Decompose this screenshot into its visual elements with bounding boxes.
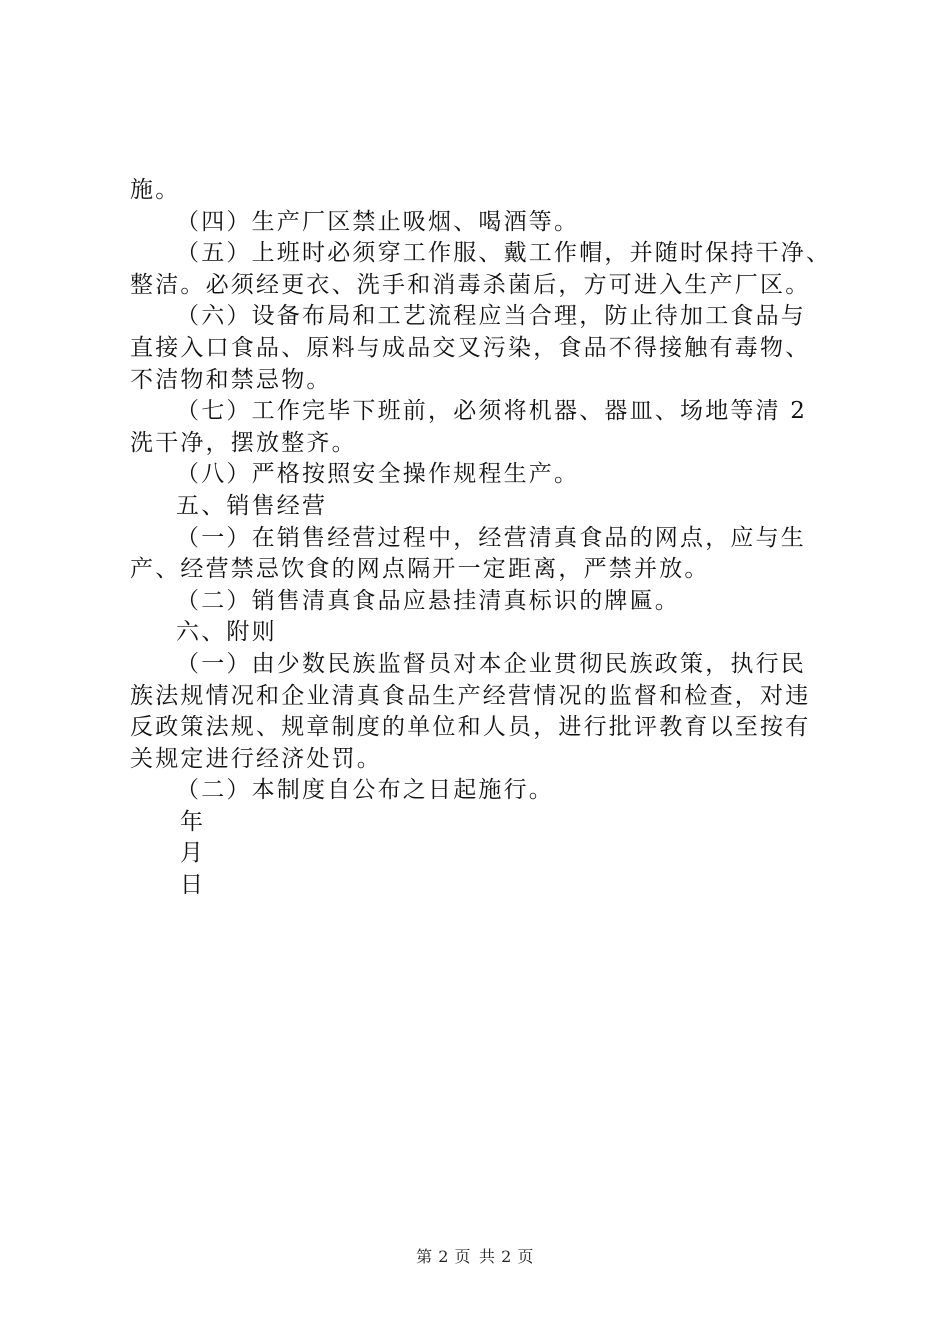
text-line: 产、经营禁忌饮食的网点隔开一定距离，严禁并放。 [130,556,710,583]
date-year: 年 [180,808,206,835]
text-line: 整洁。必须经更衣、洗手和消毒杀菌后，方可进入生产厂区。 [130,271,811,298]
page-total: 共 2 页 [479,1247,534,1266]
text-line: （一）在销售经营过程中，经营清真食品的网点，应与生 [176,524,806,551]
text-line: （四）生产厂区禁止吸烟、喝酒等。 [176,208,580,235]
date-day: 日 [180,872,206,899]
text-line: （五）上班时必须穿工作服、戴工作帽，并随时保持干净、 [176,240,832,267]
document-body [130,175,840,902]
text-line: 反政策法规、规章制度的单位和人员，进行批评教育以至按有 [130,714,811,741]
section-heading: 五、销售经营 [176,492,328,519]
text-line: 族法规情况和企业清真食品生产经营情况的监督和检查，对违 [130,682,811,709]
text-line: 关规定进行经济处罚。 [130,745,382,772]
text-line: （八）严格按照安全操作规程生产。 [176,461,580,488]
text-line: （七）工作完毕下班前，必须将机器、器皿、场地等清 2 [176,398,808,425]
text-line: 不洁物和禁忌物。 [130,366,332,393]
text-line: （二）销售清真食品应悬挂清真标识的牌匾。 [176,587,680,614]
section-heading: 六、附则 [176,619,277,646]
text-line: （六）设备布局和工艺流程应当合理，防止待加工食品与 [176,303,806,330]
text-line: 洗干净，摆放整齐。 [130,429,357,456]
page-footer [0,1244,950,1267]
text-line: 施。 [130,177,181,203]
text-line: （二）本制度自公布之日起施行。 [176,777,554,804]
text-line: （一）由少数民族监督员对本企业贯彻民族政策，执行民 [176,650,806,677]
page-number: 第 2 页 [416,1247,471,1266]
date-month: 月 [180,840,206,867]
text-line: 直接入口食品、原料与成品交叉污染，食品不得接触有毒物、 [130,334,811,361]
